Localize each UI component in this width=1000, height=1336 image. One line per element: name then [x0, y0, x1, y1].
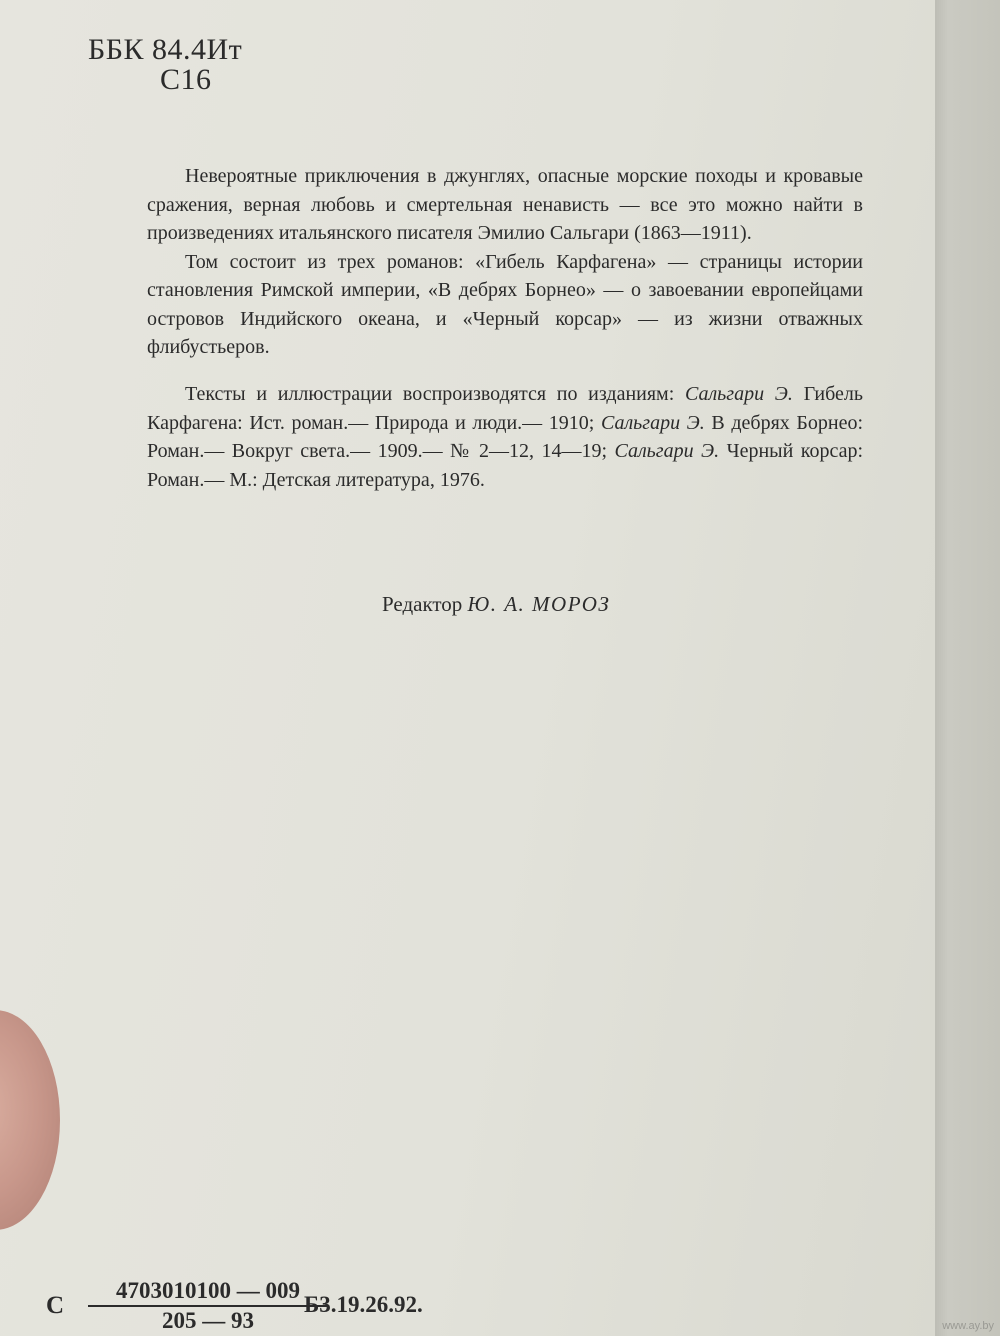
source-author-3: Сальгари Э.: [614, 440, 720, 462]
author-mark: С16: [160, 63, 212, 96]
imprint-fraction: [88, 1278, 328, 1334]
editor-label: Редактор: [382, 592, 468, 616]
imprint-denominator: 205 — 93: [162, 1308, 254, 1333]
source-author-2: Сальгари Э.: [600, 411, 705, 434]
source-author-1: Сальгари Э.: [684, 383, 793, 405]
imprint-signed: Б3.19.26.92.: [304, 1292, 423, 1317]
sources-paragraph: [147, 380, 863, 494]
annotation: [147, 162, 863, 362]
watermark: www.ay.by: [942, 1320, 994, 1332]
source-book-3: Черный корсар: Роман.— М.: Детская литература, 1976.: [147, 440, 864, 491]
sources-intro: Тексты и иллюстрации воспроизводятся по изданиям:: [185, 383, 685, 405]
annotation-paragraph-1: Невероятные приключения в джунглях, опасные морские походы и кровавые сражения, верная любовь и смертельная ненависть — все это можно найти в произведениях итальянского писателя Эмилио Сальгари (1863—1911).: [147, 165, 863, 244]
sources-note: [147, 380, 863, 494]
source-book-2: В дебрях Борнео: Роман.— Вокруг света.— 1909.— № 2—12, 14—19;: [147, 411, 864, 462]
page-edge: [935, 0, 1000, 1336]
fraction-line: [88, 1305, 328, 1307]
annotation-paragraph-2: Том состоит из трех романов: «Гибель Карфагена» — страницы истории становления Римской империи, «В дебрях Борнео» — о завоевании европейцами островов Индийского океана, и «Черный корсар» — из жизни отважных флибустьеров.: [147, 250, 863, 358]
editor-name: Ю. А. МОРОЗ: [467, 592, 611, 616]
imprint-numerator: 4703010100 — 009: [116, 1278, 300, 1303]
imprint-letter: С: [46, 1292, 65, 1319]
source-book-1: Гибель Карфагена: Ист. роман.— Природа и люди.— 1910;: [147, 383, 863, 434]
editor-credit: [382, 592, 610, 617]
bbk-code: ББК 84.4Ит: [88, 33, 243, 66]
